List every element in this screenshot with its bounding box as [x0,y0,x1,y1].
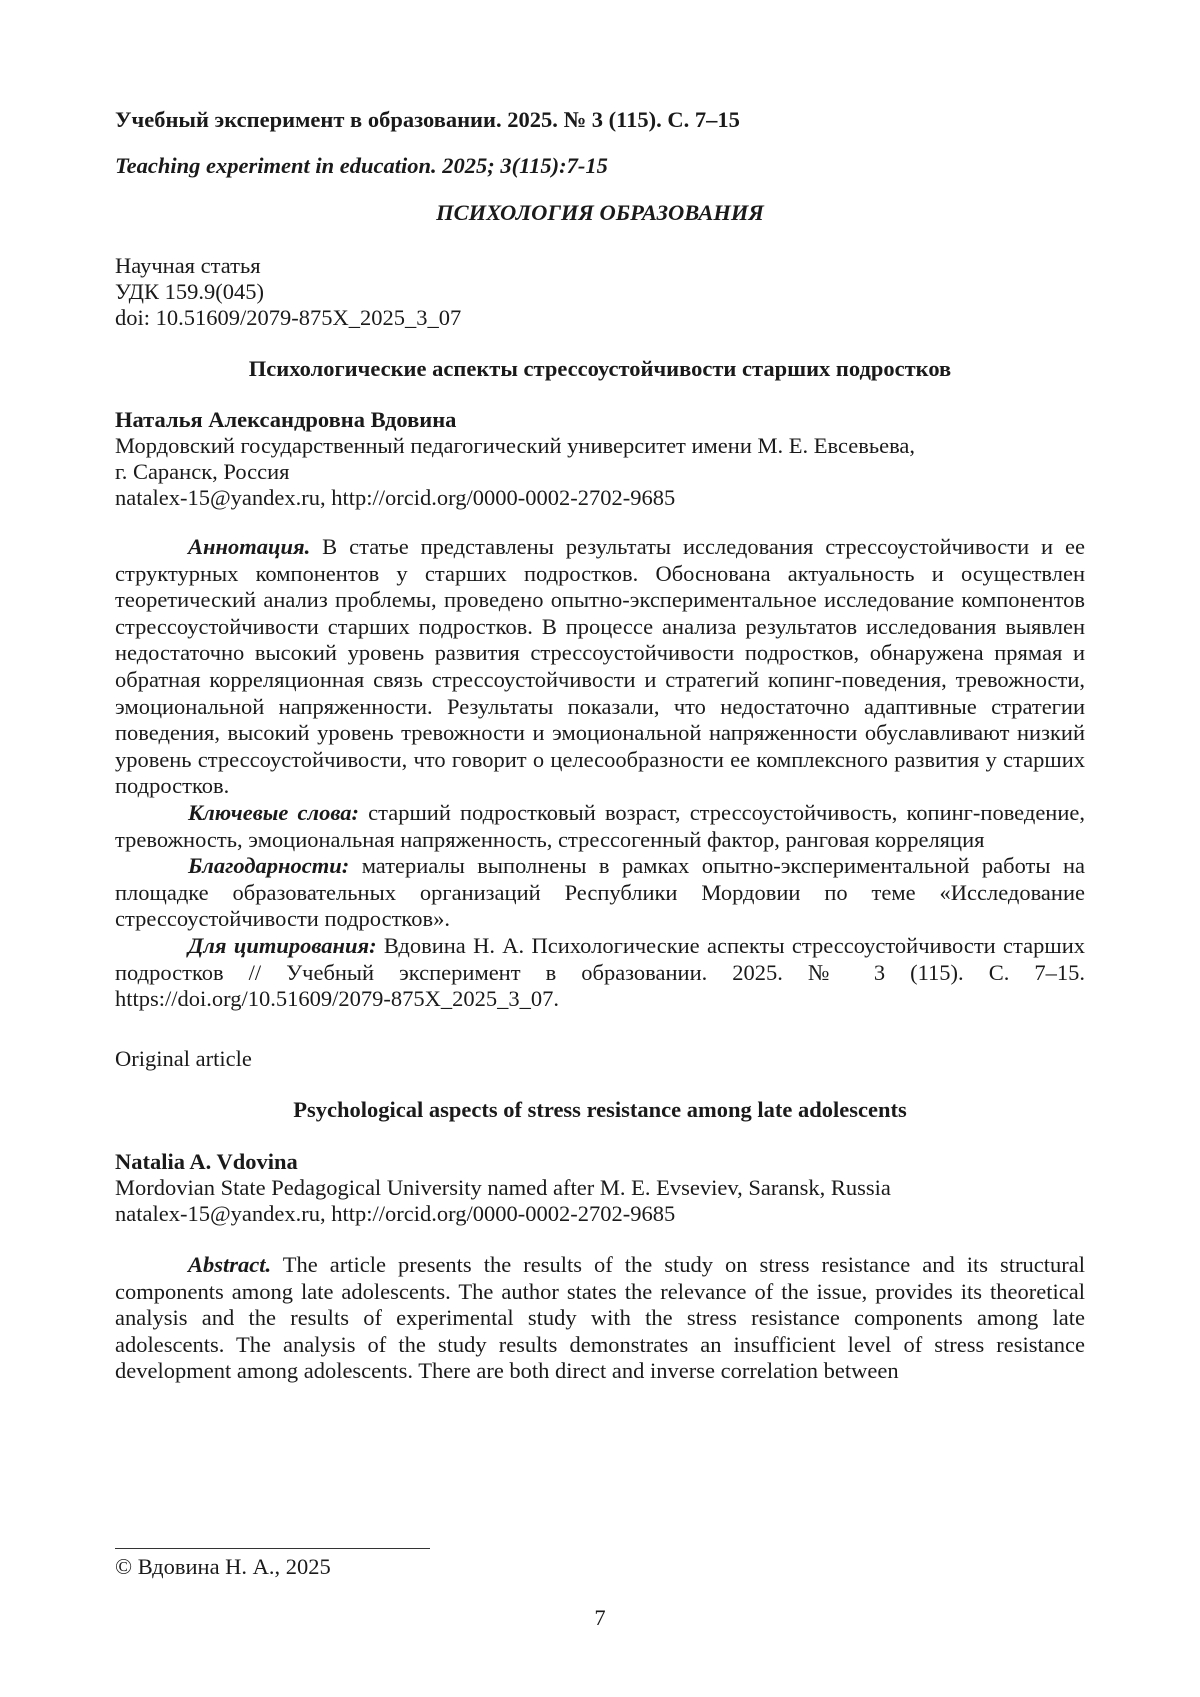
affiliation-en: Mordovian State Pedagogical University named after M. E. Evseviev, Saransk, Russia [115,1175,891,1200]
citation-ru [115,933,1085,1013]
affiliation-ru-line2: г. Саранск, Россия [115,459,290,484]
author-en: Natalia A. Vdovina [115,1149,298,1174]
section-heading: ПСИХОЛОГИЯ ОБРАЗОВАНИЯ [436,200,764,225]
keywords-label-ru: Ключевые слова: [188,799,359,825]
contacts-en: natalex-15@yandex.ru, http://orcid.org/0000-0002-2702-9685 [115,1201,676,1226]
page-number: 7 [594,1605,606,1630]
journal-citation-ru: Учебный эксперимент в образовании. 2025. № 3 (115). С. 7–15 [115,107,740,132]
udk-code: УДК 159.9(045) [115,279,264,304]
footnote-divider [115,1548,430,1549]
author-ru: Наталья Александровна Вдовина [115,407,457,432]
title-ru: Психологические аспекты стрессоустойчивости старших подростков [248,356,952,381]
ack-text-ru: материалы выполнены в рамках опытно-экспериментальной работы на площадке образовательных организаций Республики Мордовии по теме «Исследование стрессоустойчивости подростков». [115,853,1085,932]
article-type-en: Original article [115,1046,252,1071]
cite-text-ru: Вдовина Н. А. Психологические аспекты стрессоустойчивости старших подростков // Учебный эксперимент в образовании. 2025. № 3 (115). С. 7–15. https://doi.org/10.51609/2079-875X_2025_3_07. [115,932,1085,1012]
contacts-ru [115,485,675,511]
abstract-en [115,1252,1085,1385]
keywords-ru [115,800,1085,853]
acknowledgements-ru [115,853,1085,933]
ack-label-ru: Благодарности: [188,853,350,879]
abstract-ru [115,534,1085,800]
contacts-ru-text: natalex-15@yandex.ru, http://orcid.org/0000-0002-2702-9685 [115,485,676,510]
doi-ru: doi: 10.51609/2079-875X_2025_3_07 [115,305,462,330]
abstract-text-en: The article presents the results of the study on stress resistance and its structural components among late adolescents. The author states the relevance of the issue, provides its theoretical analysis and the results of experimental study with the stress resistance components among late adolescents. The analysis of the study results demonstrates an insufficient level of stress resistance development among adolescents. There are both direct and inverse correlation between [115,1252,1085,1384]
abstract-label-ru: Аннотация. [188,534,311,559]
abstract-label-en: Abstract. [188,1252,272,1277]
abstract-text-ru: В статье представлены результаты исследования стрессоустойчивости и ее структурных компонентов у старших подростков. Обоснована актуальность и осуществлен теоретический анализ проблемы, проведено опытно-экспериментальное исследование компонентов стрессоустойчивости старших подростков. В процессе анализа результатов исследования выявлен недостаточно высокий уровень развития стрессоустойчивости подростков, обнаружена прямая и обратная корреляционная связь стрессоустойчивости и стратегий копинг-поведения, тревожности, эмоциональной напряженности. Результаты показали, что недостаточно адаптивные стратегии поведения, высокий уровень тревожности и эмоциональной напряженности обуславливают низкий уровень стрессоустойчивости, что говорит о целесообразности ее комплексного развития у старших подростков. [115,534,1085,799]
copyright-note: © Вдовина Н. А., 2025 [115,1554,331,1579]
affiliation-ru-line1: Мордовский государственный педагогический университет имени М. Е. Евсевьева, [115,433,916,458]
journal-citation-en: Teaching experiment in education. 2025; 3(115):7-15 [115,153,608,178]
abstract-block-en [115,1252,1085,1385]
abstract-block-ru [115,534,1085,1013]
cite-label-ru: Для цитирования: [188,932,377,958]
title-en: Psychological aspects of stress resistance among late adolescents [293,1097,907,1122]
article-type-ru: Научная статья [115,253,261,278]
keywords-text-ru: старший подростковый возраст, стрессоустойчивость, копинг-поведение, тревожность, эмоциональная напряженность, стрессогенный фактор, ранговая корреляция [115,799,1085,852]
